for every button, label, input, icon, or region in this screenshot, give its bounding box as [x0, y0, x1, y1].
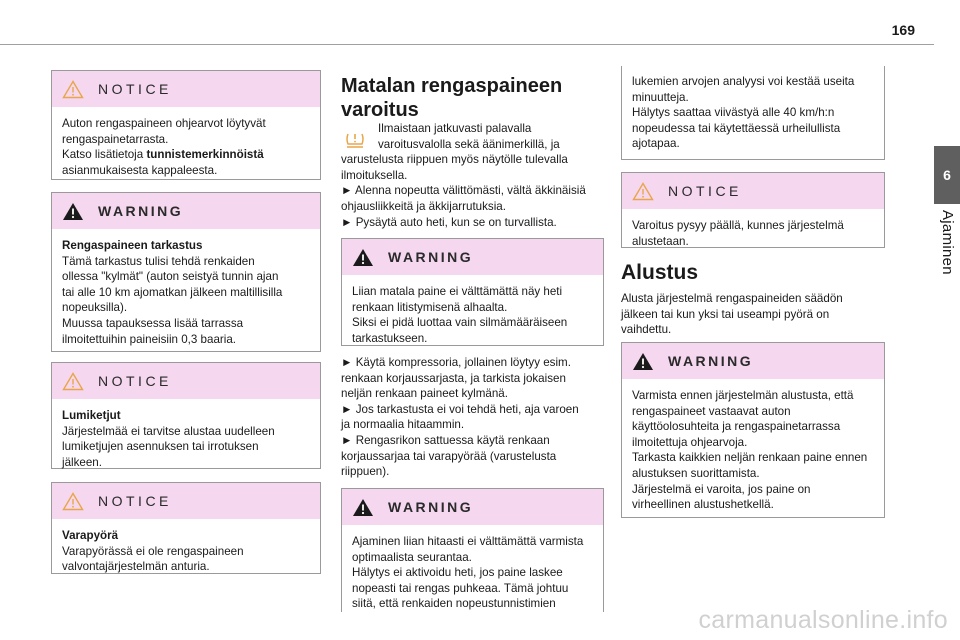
header-rule: [0, 44, 934, 45]
notice-header: [52, 363, 320, 399]
notice-label: NOTICE: [668, 183, 742, 199]
compressor-instructions: ► Käytä kompressoria, jollainen löytyy esim. renkaan korjaussarjasta, ja tarkista jokaisen neljän renkaan paineet kylmänä. ► Jos tarkastusta ei voi tehdä heti, aja varoen ja normaalia hitaammin. ► Rengasrikon sattuessa käytä renkaan korjaussarjaa tai varapyörää (varustelusta riippuen).: [341, 356, 579, 479]
notice-text: Lumiketjut Järjestelmää ei tarvitse alustaa uudelleen lumiketjujen asennuksen tai irrotuksen jälkeen.: [62, 409, 275, 469]
warning-text: Rengaspaineen tarkastus Tämä tarkastus tulisi tehdä renkaiden ollessa "kylmät" (auton seistyä tunnin ajan tai alle 10 km ajomatkan jälkeen maltillisilla nopeuksilla). Muussa tapauksessa lisää tarrassa ilmoitettuihin paineisiin 0,3 baaria.: [62, 239, 283, 346]
warning-text: Varmista ennen järjestelmän alustusta, että rengaspaineet vastaavat auton käyttöolosuhteita ja rengaspainetarrassa ilmoitettuja ohjearvoja. Tarkasta kaikkien neljän renkaan paine ennen alustuksen suorittamista. Järjestelmä ei varoita, jos paine on virheellinen alustushetkellä.: [632, 389, 868, 512]
notice-box-spare-wheel: [51, 482, 321, 574]
watermark: carmanualsonline.info: [698, 606, 948, 634]
warning-label: WARNING: [388, 499, 474, 515]
chapter-tab[interactable]: 6: [934, 146, 960, 204]
warning-header: [52, 193, 320, 229]
page-number: 169: [891, 22, 915, 38]
chapter-title: Ajaminen: [939, 210, 956, 275]
section-heading-initialisation: Alustus: [621, 261, 699, 284]
warning-box-initialisation: [621, 342, 885, 518]
warning-text-continued: lukemien arvojen analyysi voi kestää useita minuutteja. Hälytys saattaa viivästyä alle 40 km/h:n nopeudessa tai käytettäessä urheilullista ajotapaa.: [632, 75, 855, 151]
notice-box-snow-chains: [51, 362, 321, 469]
notice-label: NOTICE: [98, 81, 172, 97]
warning-box-continued: [621, 66, 885, 160]
triangle-outline-icon: [62, 492, 84, 511]
warning-triangle-icon: [352, 498, 374, 517]
warning-box-slow-driving: [341, 488, 604, 612]
triangle-outline-icon: [62, 80, 84, 99]
notice-header: [52, 71, 320, 107]
warning-header: [342, 489, 603, 525]
warning-label: WARNING: [98, 203, 184, 219]
notice-text: Varapyörä Varapyörässä ei ole rengaspaineen valvontajärjestelmän anturia.: [62, 529, 244, 574]
notice-text: Varoitus pysyy päällä, kunnes järjestelmä alustetaan.: [632, 219, 844, 248]
warning-label: WARNING: [388, 249, 474, 265]
section-heading-low-pressure: Matalan rengaspaineen varoitus: [341, 75, 563, 121]
notice-header: [622, 173, 884, 209]
warning-header: [622, 343, 884, 379]
notice-header: [52, 483, 320, 519]
initialisation-text: Alusta järjestelmä rengaspaineiden säädön jälkeen tai kun yksi tai useampi pyörä on vaihdettu.: [621, 292, 843, 337]
notice-box-tyre-pressure: [51, 70, 321, 180]
notice-box-warning-stays-on: [621, 172, 885, 248]
notice-label: NOTICE: [98, 493, 172, 509]
warning-text: Liian matala paine ei välttämättä näy heti renkaan litistymisenä alhaalta. Siksi ei pidä luottaa vain silmämääräiseen tarkastukseen.: [352, 285, 568, 345]
warning-box-pressure-check: [51, 192, 321, 352]
warning-triangle-icon: [632, 352, 654, 371]
warning-label: WARNING: [668, 353, 754, 369]
triangle-outline-icon: [632, 182, 654, 201]
warning-triangle-icon: [352, 248, 374, 267]
warning-box-visual-check: [341, 238, 604, 346]
warning-triangle-icon: [62, 202, 84, 221]
warning-text: Ajaminen liian hitaasti ei välttämättä varmista optimaalista seurantaa. Hälytys ei aktivoidu heti, jos paine laskee nopeasti tai rengas puhkeaa. Tämä johtuu siitä, että renkaiden nopeustunnistimien: [352, 535, 584, 611]
notice-text: Auton rengaspaineen ohjearvot löytyvät rengaspainetarrasta. Katso lisätietoja tunnistemerkinnöistä asianmukaisesta kappaleesta.: [62, 117, 266, 177]
low-pressure-intro: Ilmaistaan jatkuvasti palavalla varoitusvalolla sekä äänimerkillä, ja varustelusta riippuen myös näytölle tulevalla ilmoituksella. ► Alenna nopeutta välittömästi, vältä äkkinäisiä ohjausliikkeitä ja äkkijarrutuksia. ► Pysäytä auto heti, kun se on turvallista.: [341, 122, 586, 229]
notice-label: NOTICE: [98, 373, 172, 389]
triangle-outline-icon: [62, 372, 84, 391]
warning-header: [342, 239, 603, 275]
